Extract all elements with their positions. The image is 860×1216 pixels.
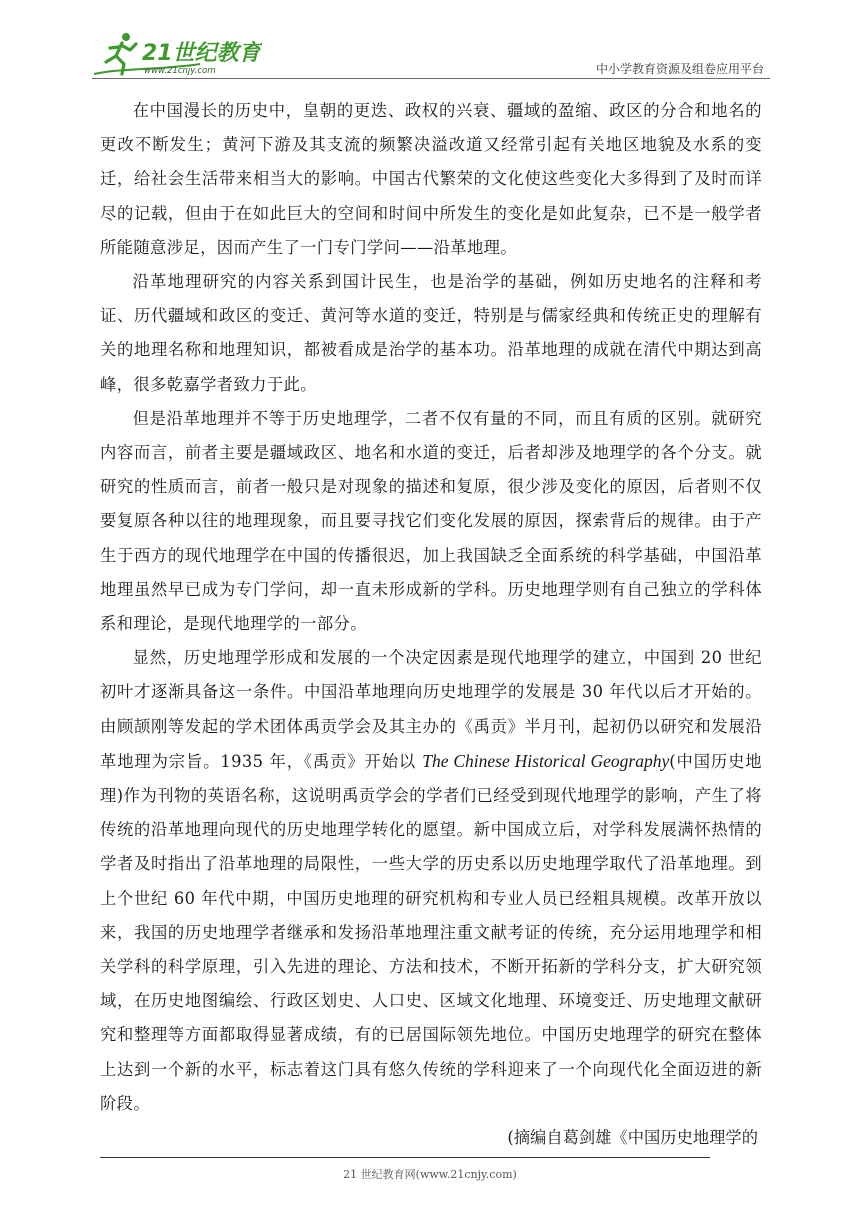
page-footer: 21 世纪教育网(www.21cnjy.com): [343, 1168, 517, 1181]
svg-text:21世纪教育: 21世纪教育: [142, 41, 261, 66]
paragraph-4: [100, 641, 762, 1121]
paragraph-2: 沿革地理研究的内容关系到国计民生，也是治学的基础，例如历史地名的注释和考证、历代疆域和政区的变迁、黄河等水道的变迁，特别是与儒家经典和传统正史的理解有关的地理名称和地理知识，都被看成是治学的基本功。沿革地理的成就在清代中期达到高峰，很多乾嘉学者致力于此。: [100, 272, 762, 394]
paragraph-4-part-b: (中国历史地理)作为刊物的英语名称，这说明禹贡学会的学者们已经受到现代地理学的影响，产生了将传统的沿革地理向现代的历史地理学转化的愿望。新中国成立后，对学科发展满怀热情的学者及时指出了沿革地理的局限性，一些大学的历史系以历史地理学取代了沿革地理。到上个世纪 60 年代中期，中国历史地理的研究机构和专业人员已经粗具规模。改革开放以来，我国的历史地理学者继承和发扬沿革地理注重文献考证的传统，充分运用地理学和相关学科的科学原理，引入先进的理论、方法和技术，不断开拓新的学科分支，扩大研究领域，在历史地图编绘、行政区划史、人口史、区域文化地理、环境变迁、历史地理文献研究和整理等方面都取得显著成绩，有的已居国际领先地位。中国历史地理学的研究在整体上达到一个新的水平，标志着这门具有悠久传统的学科迎来了一个向现代化全面迈进的新阶段。: [100, 751, 762, 1113]
paragraph-3: 但是沿革地理并不等于历史地理学，二者不仅有量的不同，而且有质的区别。就研究内容而言，前者主要是疆域政区、地名和水道的变迁，后者却涉及地理学的各个分支。就研究的性质而言，前者一般只是对现象的描述和复原，很少涉及变化的原因，后者则不仅要复原各种以往的地理现象，而且要寻找它们变化发展的原因，探索背后的规律。由于产生于西方的现代地理学在中国的传播很迟，加上我国缺乏全面系统的科学基础，中国沿革地理虽然早已成为专门学问，却一直未形成新的学科。历史地理学则有自己独立的学科体系和理论，是现代地理学的一部分。: [100, 408, 762, 634]
platform-tagline: 中小学教育资源及组卷应用平台: [595, 62, 764, 76]
header-divider: [92, 78, 770, 79]
site-logo: [92, 30, 262, 78]
article-body: [100, 94, 762, 1155]
paragraph-1: 在中国漫长的历史中，皇朝的更迭、政权的兴衰、疆域的盈缩、政区的分合和地名的更改不断发生；黄河下游及其支流的频繁决溢改道又经常引起有关地区地貌及水系的变迁，给社会生活带来相当大的影响。中国古代繁荣的文化使这些变化大多得到了及时而详尽的记载，但由于在如此巨大的空间和时间中所发生的变化是如此复杂，已不是一般学者所能随意涉足，因而产生了一门专门学问——沿革地理。: [100, 101, 762, 257]
page-header: [92, 30, 770, 80]
paragraph-4-part-a: 显然，历史地理学形成和发展的一个决定因素是现代地理学的建立，中国到 20 世纪初叶才逐渐具备这一条件。中国沿革地理向历史地理学的发展是 30 年代以后才开始的。由顾颉刚等发起的学术团体禹贡学会及其主办的《禹贡》半月刊，起初仍以研究和发展沿革地理为宗旨。1935 年，《禹贡》开始以: [100, 648, 762, 771]
journal-english-title: The Chinese Historical Geography: [422, 750, 670, 771]
svg-text:www.21cnjy.com: www.21cnjy.com: [144, 66, 216, 76]
runner-icon: [106, 33, 136, 74]
source-citation: (摘编自葛剑雄《中国历史地理学的: [507, 1128, 758, 1148]
footer-divider: [100, 1157, 710, 1158]
